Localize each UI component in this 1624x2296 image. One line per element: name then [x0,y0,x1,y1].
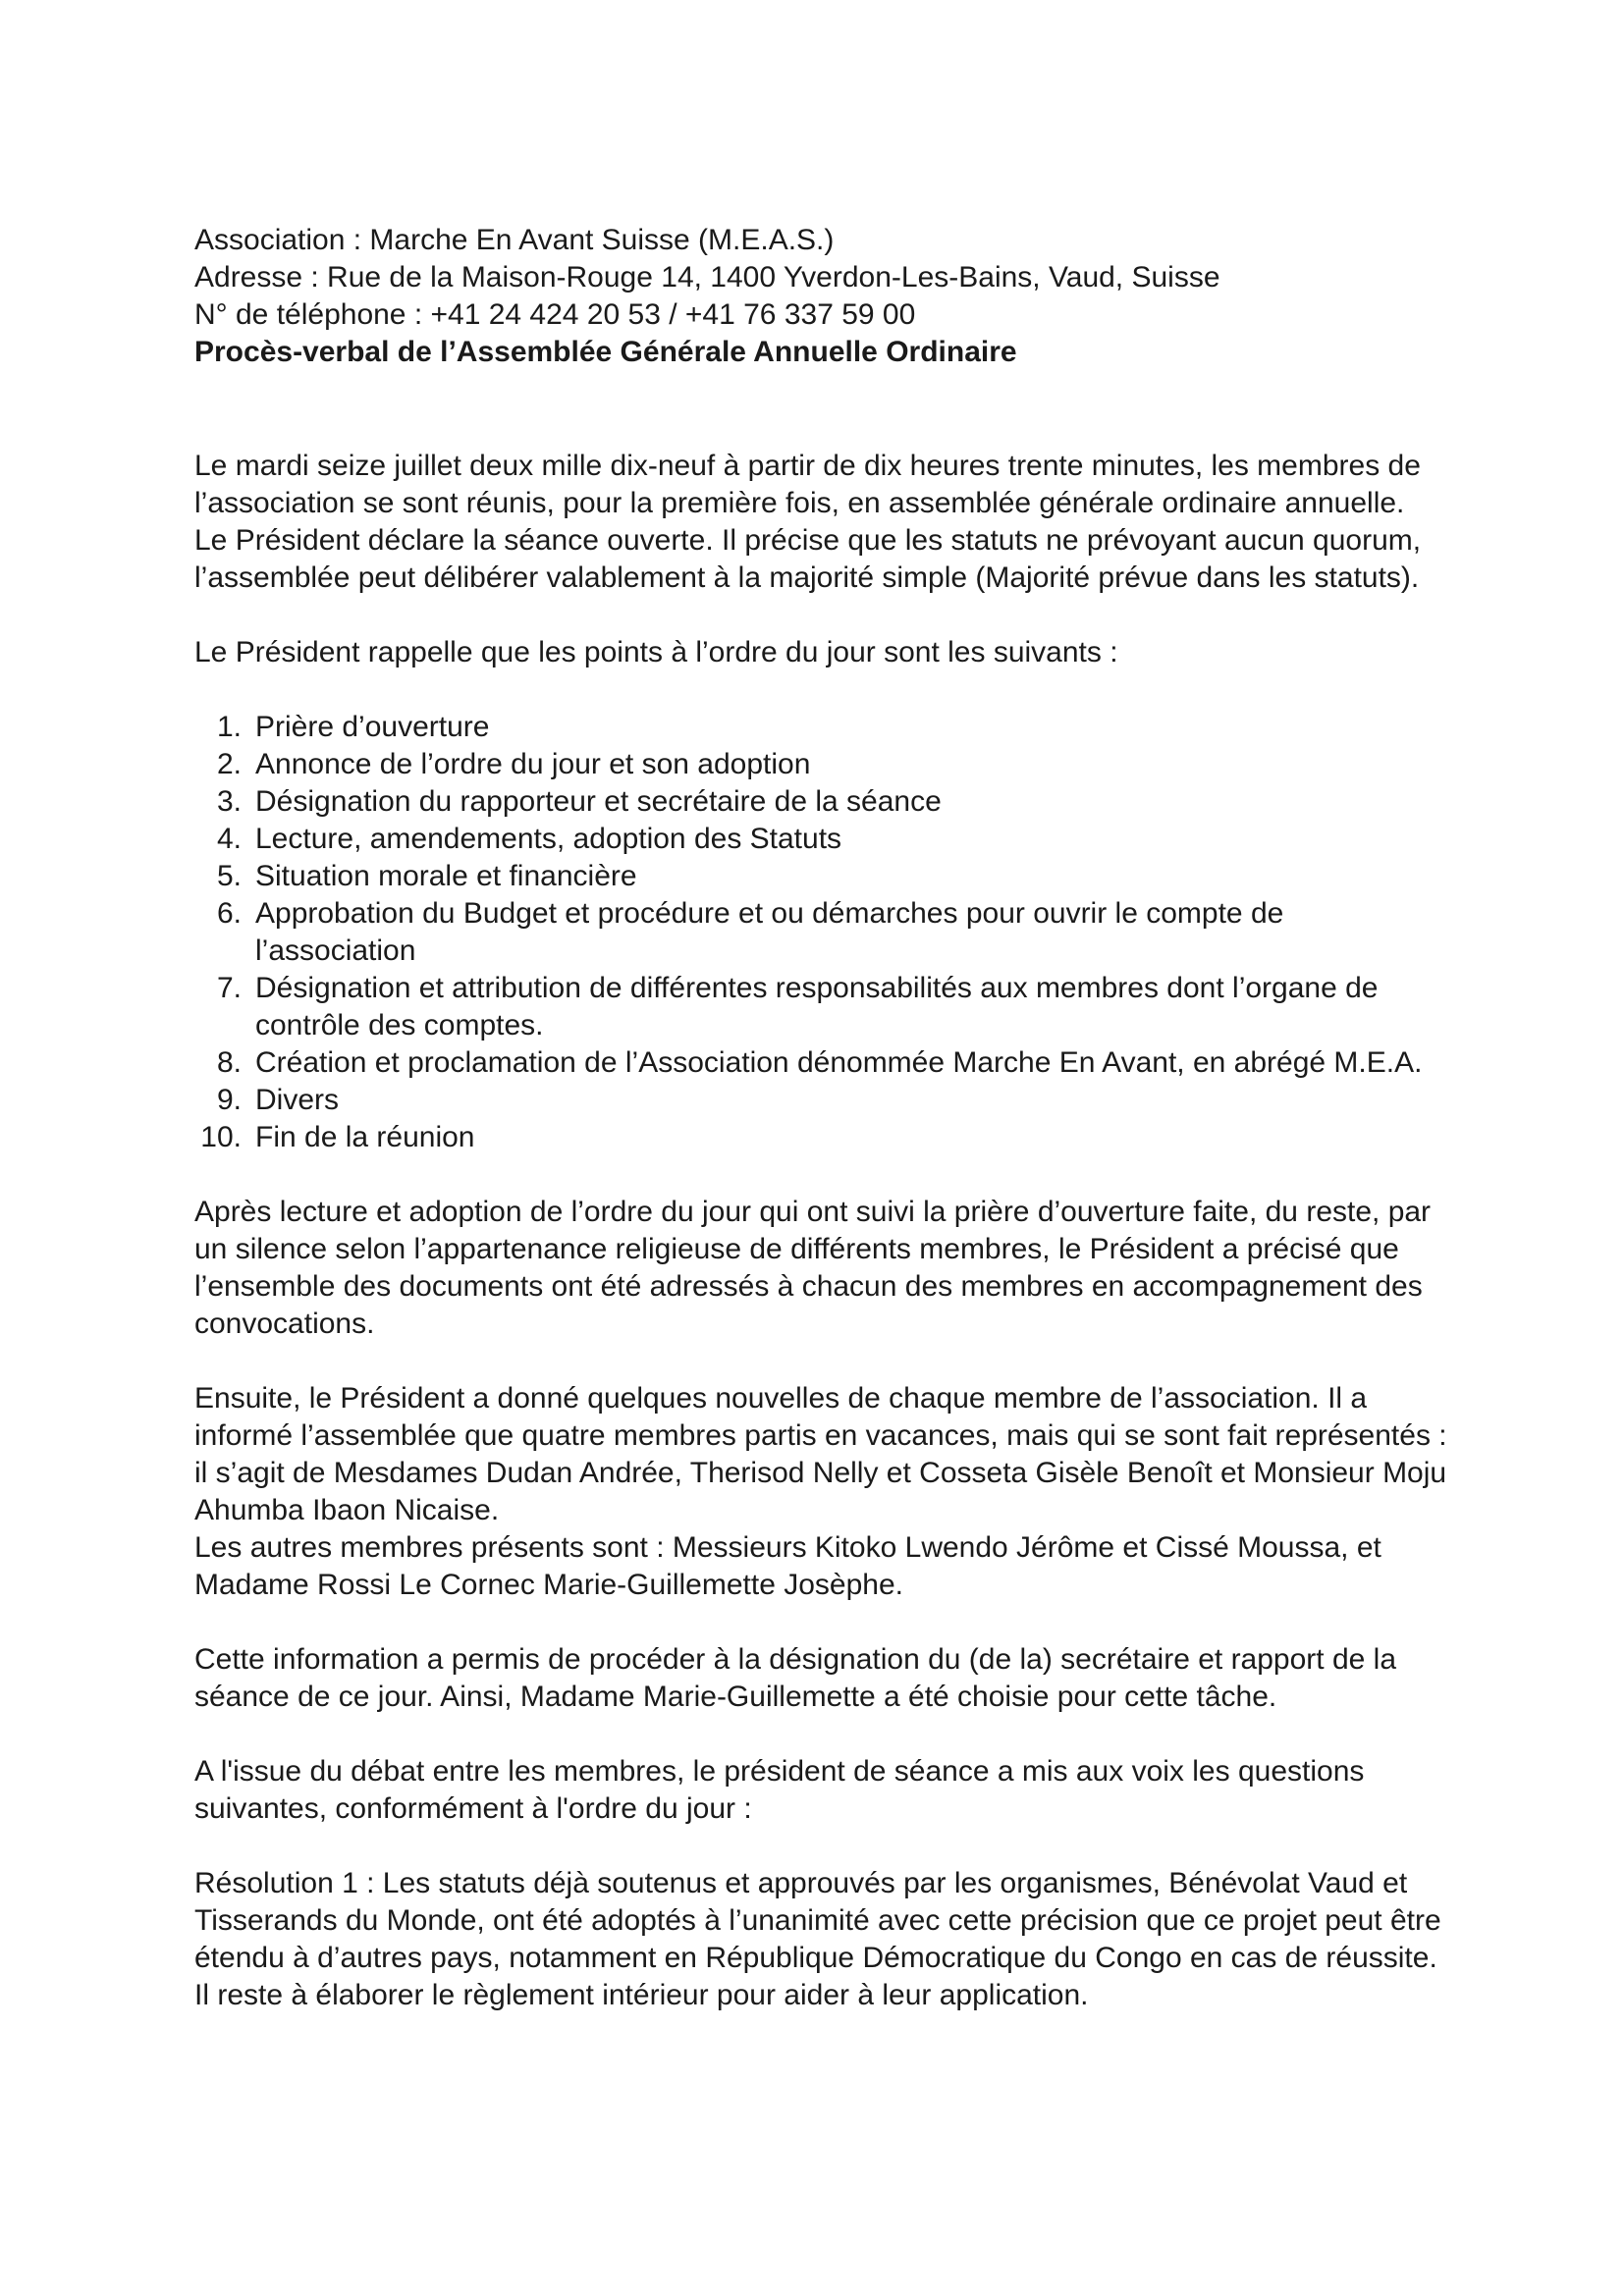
agenda-item [194,783,1451,821]
agenda-item-text: Approbation du Budget et procédure et ou démarches pour ouvrir le compte de l’association [255,897,1284,967]
agenda-item-number: 8. [216,1046,242,1079]
agenda-item-number: 1. [216,711,242,743]
association-phone: N° de téléphone : +41 24 424 20 53 / +41 76 337 59 00 [194,298,916,331]
agenda-item-text: Création et proclamation de l’Association dénommée Marche En Avant, en abrégé M.E.A. [255,1046,1423,1079]
association-header [194,222,1451,334]
agenda-item [194,821,1451,858]
members-present-paragraph: Les autres membres présents sont : Messieurs Kitoko Lwendo Jérôme et Cissé Moussa, et Madame Rossi Le Cornec Marie-Guillemette Josèphe. [194,1531,1381,1601]
agenda-item-text: Annonce de l’ordre du jour et son adoption [255,748,811,780]
agenda-intro-paragraph: Le Président rappelle que les points à l’ordre du jour sont les suivants : [194,636,1118,668]
agenda-item [194,709,1451,746]
agenda-item-number: 7. [216,972,242,1004]
agenda-item-number: 10. [200,1121,242,1153]
agenda-item-text: Situation morale et financière [255,860,637,892]
document-title: Procès-verbal de l’Assemblée Générale Annuelle Ordinaire [194,336,1017,368]
agenda-item-text: Prière d’ouverture [255,711,490,743]
association-name: Association : Marche En Avant Suisse (M.E.A.S.) [194,224,835,256]
agenda-item-number: 2. [216,748,242,780]
agenda-item [194,970,1451,1044]
agenda-item-text: Lecture, amendements, adoption des Statuts [255,823,842,855]
agenda-item [194,858,1451,895]
agenda-item [194,1044,1451,1082]
agenda-item [194,895,1451,970]
after-agenda-paragraph: Après lecture et adoption de l’ordre du jour qui ont suivi la prière d’ouverture faite, du reste, par un silence selon l’appartenance religieuse de différents membres, le Président a précisé que l’ensemble des documents ont été adressés à chacun des membres en accompagnement des convocations. [194,1196,1432,1340]
agenda-item-text: Désignation et attribution de différentes responsabilités aux membres dont l’organe de contrôle des comptes. [255,972,1379,1041]
agenda-item-number: 5. [216,860,242,892]
agenda-item-text: Divers [255,1084,340,1116]
agenda-item [194,1119,1451,1156]
intro-quorum-paragraph: Le Président déclare la séance ouverte. Il précise que les statuts ne prévoyant aucun quorum, l’assemblée peut délibérer valablement à la majorité simple (Majorité prévue dans les statuts). [194,524,1422,594]
agenda-item [194,746,1451,783]
agenda-item-number: 3. [216,785,242,818]
resolution-1-paragraph: Résolution 1 : Les statuts déjà soutenus et approuvés par les organismes, Bénévolat Vaud et Tisserands du Monde, ont été adoptés à l’unanimité avec cette précision que ce projet peut être étendu à d’autres pays, notamment en République Démocratique du Congo en cas de réussite. Il reste à élaborer le règlement intérieur pour aider à leur application. [194,1867,1441,2011]
debate-paragraph: A l'issue du débat entre les membres, le président de séance a mis aux voix les questions suivantes, conformément à l'ordre du jour : [194,1755,1365,1825]
intro-opening-paragraph: Le mardi seize juillet deux mille dix-neuf à partir de dix heures trente minutes, les membres de l’association se sont réunis, pour la première fois, en assemblée générale ordinaire annuelle. [194,450,1421,519]
members-news-paragraph: Ensuite, le Président a donné quelques nouvelles de chaque membre de l’association. Il a informé l’assemblée que quatre membres partis en vacances, mais qui se sont fait représentés : il s’agit de Mesdames Dudan Andrée, Therisod Nelly et Cosseta Gisèle Benoît et Monsieur Moju Ahumba Ibaon Nicaise. [194,1382,1447,1526]
agenda-list [194,709,1451,1156]
agenda-item-text: Fin de la réunion [255,1121,475,1153]
agenda-item [194,1082,1451,1119]
document-page [194,222,1451,2014]
association-address: Adresse : Rue de la Maison-Rouge 14, 1400 Yverdon-Les-Bains, Vaud, Suisse [194,261,1220,294]
agenda-item-text: Désignation du rapporteur et secrétaire de la séance [255,785,942,818]
agenda-item-number: 6. [216,897,242,930]
agenda-item-number: 4. [216,823,242,855]
secretary-paragraph: Cette information a permis de procéder à la désignation du (de la) secrétaire et rapport de la séance de ce jour. Ainsi, Madame Marie-Guillemette a été choisie pour cette tâche. [194,1643,1397,1713]
agenda-item-number: 9. [216,1084,242,1116]
